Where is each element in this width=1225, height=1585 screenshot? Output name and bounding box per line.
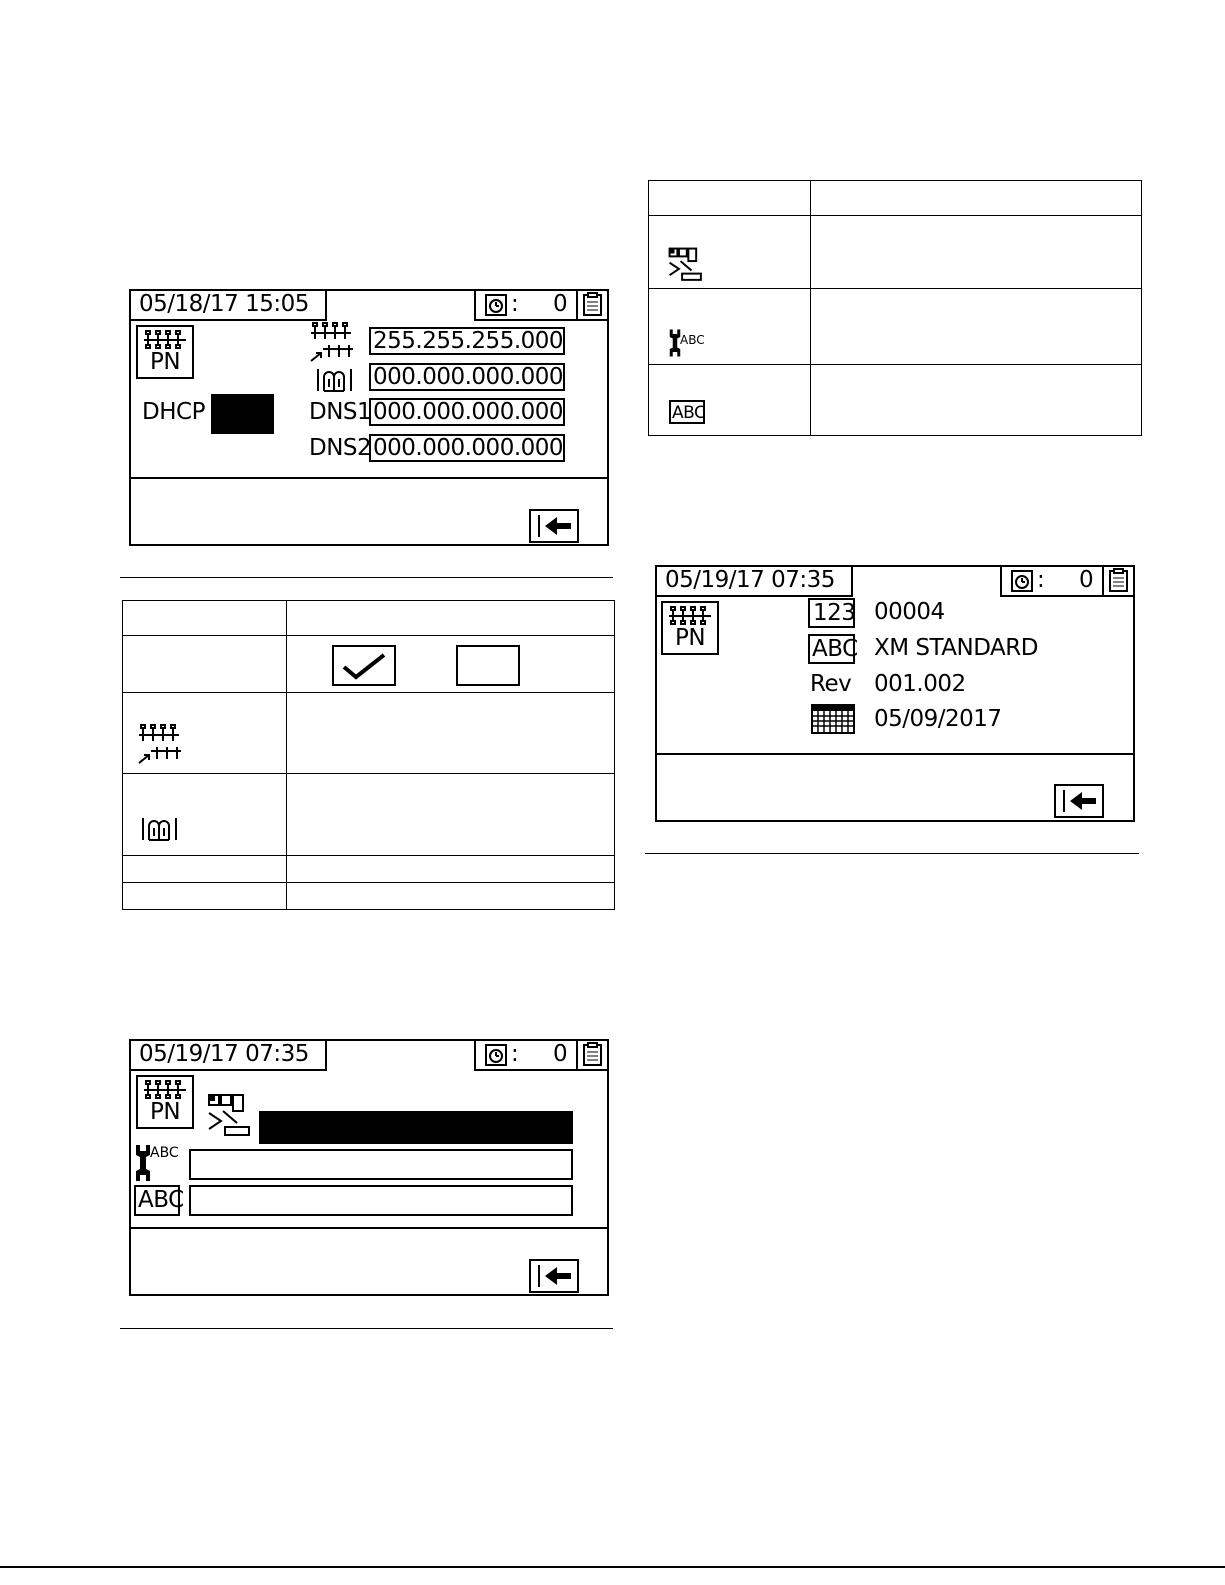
abc-box-icon: ABC xyxy=(134,1185,180,1216)
back-arrow-icon xyxy=(1056,786,1102,816)
back-button[interactable] xyxy=(529,1259,579,1293)
table-cell xyxy=(286,883,614,910)
gateway-icon xyxy=(141,814,179,842)
counter-colon: : xyxy=(511,291,519,317)
system-name-field[interactable] xyxy=(189,1149,573,1180)
table-header-cell xyxy=(649,181,811,216)
system-info-screen xyxy=(655,565,1135,822)
softkey-divider xyxy=(657,753,1133,755)
timer-icon xyxy=(485,1044,507,1066)
table-header-cell xyxy=(286,601,614,636)
cycle-counter-value: 0 xyxy=(553,291,568,317)
revision-value: 001.002 xyxy=(874,671,966,697)
datetime-display: 05/19/17 07:35 xyxy=(139,1041,309,1067)
table-cell xyxy=(286,636,614,693)
clipboard-icon xyxy=(578,291,607,319)
table-cell xyxy=(286,774,614,856)
timer-icon xyxy=(1011,570,1033,592)
table-cell xyxy=(649,365,811,436)
softkey-divider xyxy=(131,1227,607,1229)
revision-label: Rev xyxy=(810,671,852,697)
table-cell xyxy=(286,856,614,883)
datetime-display: 05/19/17 07:35 xyxy=(665,567,835,593)
dns1-label: DNS1 xyxy=(309,399,372,425)
gateway-icon xyxy=(316,365,354,393)
table-cell xyxy=(123,636,287,693)
subnet-mask-icon xyxy=(309,321,355,363)
gateway-field[interactable]: 000.000.000.000 xyxy=(369,363,565,391)
cycle-counter-value: 0 xyxy=(1079,567,1094,593)
device-name-icon xyxy=(207,1093,253,1139)
back-arrow-icon xyxy=(531,511,577,541)
right-key-table xyxy=(648,180,1142,436)
unchecked-box-icon xyxy=(456,645,520,686)
subnet-mask-icon xyxy=(137,723,183,765)
caption-rule xyxy=(645,853,1139,854)
table-cell xyxy=(810,216,1141,289)
table-cell xyxy=(123,856,287,883)
table-header-cell xyxy=(810,181,1141,216)
job-log-button[interactable] xyxy=(576,1039,609,1071)
dns2-field[interactable]: 000.000.000.000 xyxy=(369,434,565,462)
dhcp-toggle-field[interactable] xyxy=(211,394,274,434)
wrench-abc-label: ABC xyxy=(150,1145,179,1161)
table-cell xyxy=(123,693,287,774)
clipboard-icon xyxy=(578,1041,607,1069)
counter-colon: : xyxy=(511,1041,519,1067)
build-date-value: 05/09/2017 xyxy=(874,706,1002,732)
table-cell xyxy=(810,365,1141,436)
timer-icon xyxy=(485,294,507,316)
back-button[interactable] xyxy=(529,509,579,543)
table-cell xyxy=(286,693,614,774)
counter-colon: : xyxy=(1037,567,1045,593)
serial-number-icon: 123 xyxy=(808,598,855,628)
table-header-cell xyxy=(123,601,287,636)
model-name-value: XM STANDARD xyxy=(874,635,1038,661)
system-name-screen xyxy=(129,1039,609,1296)
page-footer-rule xyxy=(0,1566,1225,1568)
clipboard-icon xyxy=(1104,567,1133,595)
network-settings-screen xyxy=(129,289,609,546)
cycle-counter-value: 0 xyxy=(553,1041,568,1067)
pn-label: PN xyxy=(150,1099,181,1125)
checked-box-icon xyxy=(332,645,396,686)
back-button[interactable] xyxy=(1054,784,1104,818)
left-key-table xyxy=(122,600,615,910)
network-pn-icon xyxy=(136,325,194,379)
pn-label: PN xyxy=(675,625,706,651)
wrench-abc-label: ABC xyxy=(680,333,705,347)
serial-number-value: 00004 xyxy=(874,599,945,625)
abc-box-icon: ABC xyxy=(669,400,705,424)
dhcp-label: DHCP xyxy=(142,399,205,425)
table-cell xyxy=(649,289,811,365)
softkey-divider xyxy=(131,477,607,479)
back-arrow-icon xyxy=(531,1261,577,1291)
abc-text-field[interactable] xyxy=(189,1185,573,1216)
device-name-icon xyxy=(668,247,704,283)
datetime-display: 05/18/17 15:05 xyxy=(139,291,309,317)
abc-box-icon: ABC xyxy=(808,634,855,664)
caption-rule xyxy=(120,1328,613,1329)
table-cell xyxy=(123,774,287,856)
wrench-abc-icon xyxy=(135,1145,151,1181)
job-log-button[interactable] xyxy=(576,289,609,321)
table-cell xyxy=(810,289,1141,365)
dns1-field[interactable]: 000.000.000.000 xyxy=(369,398,565,426)
calendar-icon xyxy=(811,704,855,734)
dns2-label: DNS2 xyxy=(309,435,372,461)
caption-rule xyxy=(120,577,613,578)
table-cell xyxy=(123,883,287,910)
job-log-button[interactable] xyxy=(1102,565,1135,597)
table-cell xyxy=(649,216,811,289)
subnet-mask-field[interactable]: 255.255.255.000 xyxy=(369,327,565,355)
network-pn-icon xyxy=(136,1075,194,1129)
device-name-field[interactable] xyxy=(259,1111,573,1144)
pn-label: PN xyxy=(150,349,181,375)
network-pn-icon xyxy=(661,601,719,655)
